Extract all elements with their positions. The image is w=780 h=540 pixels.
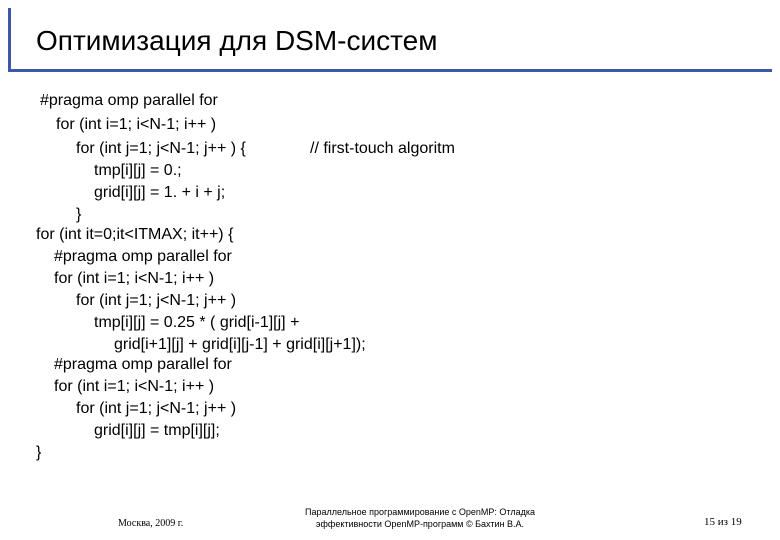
code-line: for (int j=1; j<N-1; j++ ) — [76, 292, 237, 309]
code-line: for (int i=1; i<N-1; i++ ) — [56, 116, 217, 133]
code-line: #pragma omp parallel for — [54, 248, 232, 265]
code-line: for (int it=0;it<ITMAX; it++) { — [36, 226, 234, 243]
footer-location-year: Москва, 2009 г. — [118, 518, 184, 529]
code-line: #pragma omp parallel for — [40, 92, 218, 109]
code-line: } — [36, 444, 42, 461]
code-line: grid[i][j] = tmp[i][j]; — [94, 422, 220, 439]
code-line: } — [76, 206, 82, 223]
footer-course-title — [270, 506, 570, 530]
code-comment: // first-touch algoritm — [310, 140, 455, 157]
page-number: 15 из 19 — [704, 516, 742, 528]
code-line: grid[i+1][j] + grid[i][j-1] + grid[i][j+1]); — [114, 336, 366, 353]
code-line: tmp[i][j] = 0.25 * ( grid[i-1][j] + — [94, 314, 300, 331]
footer-course-line-2: эффективности OpenMP-программ © Бахтин В.А. — [315, 519, 525, 529]
code-line: #pragma omp parallel for — [54, 356, 232, 373]
code-line: tmp[i][j] = 0.; — [94, 162, 182, 179]
code-line: for (int i=1; i<N-1; i++ ) — [54, 270, 215, 287]
code-line: for (int j=1; j<N-1; j++ ) — [76, 400, 237, 417]
code-line: grid[i][j] = 1. + i + j; — [94, 184, 226, 201]
footer-course-line-1: Параллельное программирование с OpenMP: Отладка — [305, 507, 535, 517]
slide-title: Оптимизация для DSM-систем — [36, 25, 438, 56]
code-line: for (int i=1; i<N-1; i++ ) — [54, 378, 215, 395]
code-line: for (int j=1; j<N-1; j++ ) { — [76, 140, 246, 157]
